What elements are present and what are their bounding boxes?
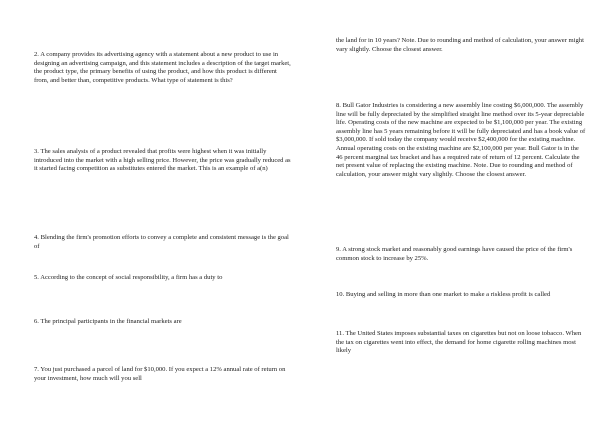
question-11: 11. The United States imposes substantial taxes on cigarettes but not on loose tobacco. When the tax on cigarettes went into effect, the demand for home cigarette rolling machines most likely	[336, 330, 582, 355]
question-7-continued: the land for in 10 years? Note. Due to rounding and method of calculation, your answer might vary slightly. Choose the closest answer.	[336, 37, 584, 53]
question-9: 9. A strong stock market and reasonably good earnings have caused the price of the firm's common stock to increase by 25%.	[336, 246, 573, 262]
question-3: 3. The sales analysis of a product revealed that profits were highest when it was initially introduced into the market with a high selling price. However, the price was gradually reduced as it started facing competition as substitutes entered the market. This is an example of a(n)	[34, 148, 291, 173]
question-8: 8. Bull Gator Industries is considering a new assembly line costing $6,000,000. The assembly line will be fully depreciated by the simplified straight line method over its 5-year depreciable life. Operating costs of the new machine are expected to be $1,100,000 per year. The existing assembly line has 5 years remaining before it will be fully depreciated and has a book value of $3,000,000. If sold today the company would receive $2,400,000 for the existing machine. Annual operating costs on the existing machine are $2,100,000 per year. Bull Gator is in the 46 percent marginal tax bracket and has a required rate of return of 12 percent. Calculate the net present value of replacing the existing machine. Note. Due to rounding and method of calculation, your answer might vary slightly. Choose the closest answer.	[336, 102, 586, 178]
question-6: 6. The principal participants in the financial markets are	[34, 318, 182, 325]
question-2: 2. A company provides its advertising agency with a statement about a new product to use in designing an advertising campaign, and this statement includes a description of the target market, the product type, the primary benefits of using the product, and how this product is different from, and better than, competitive products. What type of statement is this?	[34, 51, 291, 84]
question-10: 10. Buying and selling in more than one market to make a riskless profit is called	[336, 291, 551, 298]
question-5: 5. According to the concept of social responsibility, a firm has a duty to	[34, 274, 223, 281]
question-7: 7. You just purchased a parcel of land for $10,000. If you expect a 12% annual rate of return on your investment, how much will you sell	[34, 366, 286, 382]
question-4: 4. Blending the firm's promotion efforts to convey a complete and consistent message is the goal of	[34, 234, 289, 250]
